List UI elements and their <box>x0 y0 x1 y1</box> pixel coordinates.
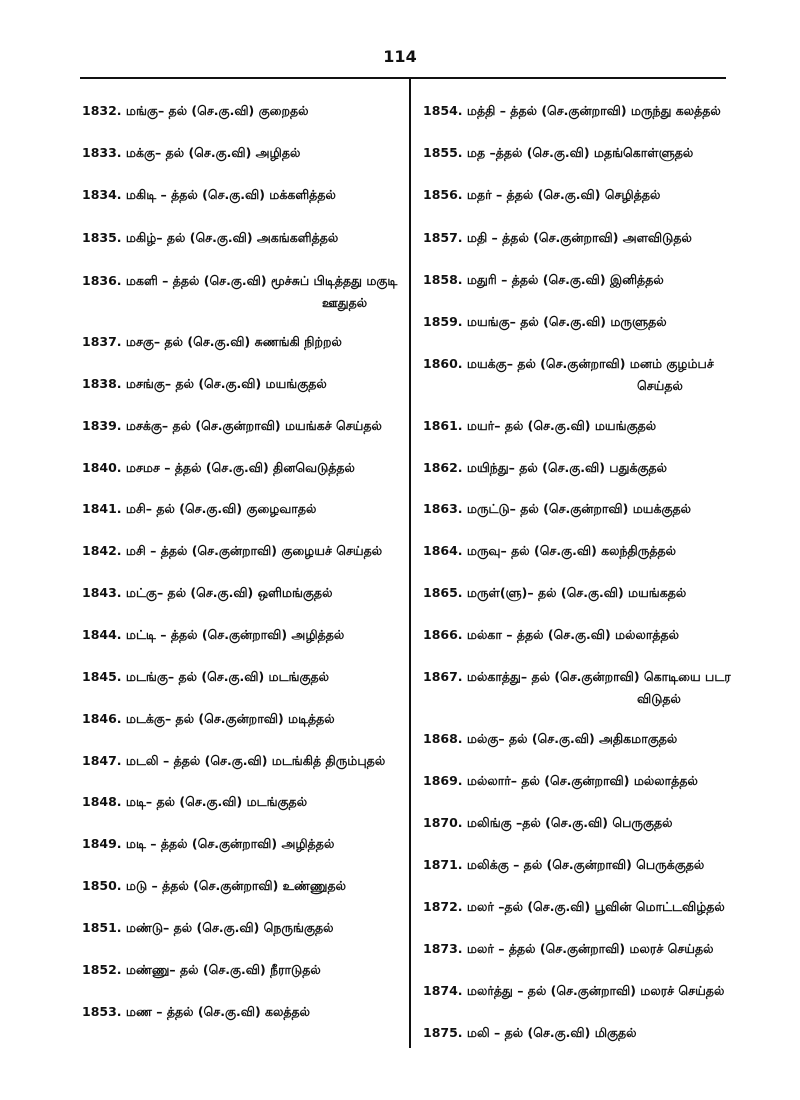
entry-text: மதி – த்தல் (செ.குன்றாவி) அளவிடுதல் <box>466 230 692 245</box>
right-entry <box>423 498 691 519</box>
entry-number: 1855. <box>423 145 463 160</box>
entry-text: மருட்டு– தல் (செ.குன்றாவி) மயக்குதல் <box>466 501 692 516</box>
entry-number: 1866. <box>423 627 463 642</box>
entry-number: 1863. <box>423 501 463 516</box>
column-divider <box>409 78 411 1048</box>
entry-text: மகிடி – த்தல் (செ.கு.வி) மக்களித்தல் <box>125 187 336 202</box>
entry-text: மல்கு– தல் (செ.கு.வி) அதிகமாகுதல் <box>466 731 678 746</box>
entry-text: மண – த்தல் (செ.கு.வி) கலத்தல் <box>125 1004 311 1019</box>
entry-text: மகிழ்– தல் (செ.கு.வி) அகங்களித்தல் <box>125 230 339 245</box>
entry-text: மயங்கு– தல் (செ.கு.வி) மருளுதல் <box>466 314 667 329</box>
right-entry <box>423 457 667 478</box>
left-entry <box>82 270 398 310</box>
entry-text: மலர்த்து – தல் (செ.குன்றாவி) மலரச் செய்தல் <box>466 983 725 998</box>
left-entry <box>82 582 332 603</box>
entry-number: 1835. <box>82 230 122 245</box>
entry-text: மண்ணு– தல் (செ.கு.வி) நீராடுதல் <box>125 962 321 977</box>
entry-number: 1832. <box>82 103 122 118</box>
entry-text: மசி– தல் (செ.கு.வி) குழைவாதல் <box>125 501 317 516</box>
left-entry <box>82 1001 310 1022</box>
right-entry <box>423 1022 637 1043</box>
entry-text: மசங்கு– தல் (செ.கு.வி) மயங்குதல் <box>125 376 327 391</box>
entry-text: மங்கு– தல் (செ.கு.வி) குறைதல் <box>125 103 309 118</box>
entry-number: 1839. <box>82 418 122 433</box>
entry-text: மயக்கு– தல் (செ.குன்றாவி) மனம் குழம்பச் <box>466 356 714 371</box>
entry-number: 1858. <box>423 272 463 287</box>
entry-number: 1870. <box>423 815 463 830</box>
entry-text: மடு – த்தல் (செ.குன்றாவி) உண்ணுதல் <box>125 878 346 893</box>
left-entry <box>82 750 385 771</box>
left-entry <box>82 227 338 248</box>
entry-number: 1873. <box>423 941 463 956</box>
entry-number: 1850. <box>82 878 122 893</box>
entry-text: மட்டி – த்தல் (செ.குன்றாவி) அழித்தல் <box>125 627 345 642</box>
entry-text: மயர்– தல் (செ.கு.வி) மயங்குதல் <box>466 418 657 433</box>
entry-text: மலர் –தல் (செ.கு.வி) பூவின் மொட்டவிழ்தல் <box>466 899 725 914</box>
entry-continuation: ஊதுதல் <box>322 295 368 310</box>
entry-number: 1840. <box>82 460 122 475</box>
entry-number: 1834. <box>82 187 122 202</box>
entry-number: 1845. <box>82 669 122 684</box>
entry-text: மண்டு– தல் (செ.கு.வி) நெருங்குதல் <box>125 920 334 935</box>
entry-number: 1861. <box>423 418 463 433</box>
entry-number: 1857. <box>423 230 463 245</box>
entry-text: மருள்(ளு)– தல் (செ.கு.வி) மயங்கதல் <box>466 585 687 600</box>
entry-text: மல்கா – த்தல் (செ.கு.வி) மல்லாத்தல் <box>466 627 680 642</box>
left-entry <box>82 540 382 561</box>
entry-number: 1872. <box>423 899 463 914</box>
entry-number: 1868. <box>423 731 463 746</box>
entry-number: 1836. <box>82 273 122 288</box>
left-entry <box>82 184 336 205</box>
entry-number: 1860. <box>423 356 463 371</box>
entry-number: 1867. <box>423 669 463 684</box>
right-entry <box>423 896 725 917</box>
entry-text: மசகு– தல் (செ.கு.வி) சுணங்கி நிற்றல் <box>125 334 342 349</box>
entry-number: 1869. <box>423 773 463 788</box>
left-entry <box>82 331 342 352</box>
left-entry <box>82 373 327 394</box>
entry-number: 1833. <box>82 145 122 160</box>
entry-text: மலர் – த்தல் (செ.குன்றாவி) மலரச் செய்தல் <box>466 941 714 956</box>
right-entry <box>423 100 721 121</box>
left-entry <box>82 666 329 687</box>
left-entry <box>82 415 382 436</box>
left-entry <box>82 457 355 478</box>
right-entry <box>423 938 713 959</box>
entry-continuation: செய்தல் <box>637 378 683 393</box>
entry-text: மடங்கு– தல் (செ.கு.வி) மடங்குதல் <box>125 669 330 684</box>
entry-text: மதர் – த்தல் (செ.கு.வி) செழித்தல் <box>466 187 661 202</box>
header-rule <box>80 77 726 79</box>
left-entry <box>82 100 309 121</box>
entry-number: 1849. <box>82 836 122 851</box>
right-entry <box>423 184 660 205</box>
left-entry <box>82 959 321 980</box>
entry-text: மலி – தல் (செ.கு.வி) மிகுதல் <box>466 1025 637 1040</box>
entry-number: 1852. <box>82 962 122 977</box>
entry-text: மடி – த்தல் (செ.குன்றாவி) அழித்தல் <box>125 836 335 851</box>
entry-number: 1864. <box>423 543 463 558</box>
left-entry <box>82 498 316 519</box>
entry-text: மலிங்கு –தல் (செ.கு.வி) பெருகுதல் <box>466 815 673 830</box>
entry-number: 1856. <box>423 187 463 202</box>
right-entry <box>423 540 676 561</box>
entry-number: 1842. <box>82 543 122 558</box>
right-entry <box>423 854 704 875</box>
entry-text: மல்காத்து– தல் (செ.குன்றாவி) கொடியை படர <box>466 669 731 684</box>
entry-text: மசக்கு– தல் (செ.குன்றாவி) மயங்கச் செய்தல் <box>125 418 382 433</box>
right-entry <box>423 311 667 332</box>
page-number: 114 <box>383 47 417 66</box>
entry-number: 1875. <box>423 1025 463 1040</box>
entry-text: மக்கு– தல் (செ.கு.வி) அழிதல் <box>125 145 301 160</box>
right-entry <box>423 227 692 248</box>
entry-text: மத –த்தல் (செ.கு.வி) மதங்கொள்ளுதல் <box>466 145 694 160</box>
left-entry <box>82 791 307 812</box>
entry-number: 1859. <box>423 314 463 329</box>
entry-text: மகளி – த்தல் (செ.கு.வி) மூச்சுப் பிடித்தது மகுடி <box>125 273 398 288</box>
entry-number: 1844. <box>82 627 122 642</box>
right-entry <box>423 582 686 603</box>
entry-text: மருவு– தல் (செ.கு.வி) கலந்திருத்தல் <box>466 543 677 558</box>
left-entry <box>82 875 346 896</box>
entry-number: 1841. <box>82 501 122 516</box>
right-entry <box>423 415 656 436</box>
left-entry <box>82 708 335 729</box>
entry-text: மட்கு– தல் (செ.கு.வி) ஒளிமங்குதல் <box>125 585 333 600</box>
right-entry <box>423 812 673 833</box>
entry-number: 1865. <box>423 585 463 600</box>
entry-text: மசமச – த்தல் (செ.கு.வி) தினவெடுத்தல் <box>125 460 355 475</box>
left-entry <box>82 142 300 163</box>
entry-number: 1854. <box>423 103 463 118</box>
right-entry <box>423 269 664 290</box>
entry-number: 1862. <box>423 460 463 475</box>
right-entry <box>423 770 698 791</box>
entry-text: மசி – த்தல் (செ.குன்றாவி) குழையச் செய்தல் <box>125 543 383 558</box>
entry-number: 1848. <box>82 794 122 809</box>
entry-text: மலிக்கு – தல் (செ.குன்றாவி) பெருக்குதல் <box>466 857 705 872</box>
entry-number: 1871. <box>423 857 463 872</box>
left-entry <box>82 917 334 938</box>
entry-text: மடி– தல் (செ.கு.வி) மடங்குதல் <box>125 794 308 809</box>
right-entry <box>423 142 693 163</box>
entry-text: மல்லார்– தல் (செ.குன்றாவி) மல்லாத்தல் <box>466 773 698 788</box>
entry-number: 1846. <box>82 711 122 726</box>
entry-text: மதுரி – த்தல் (செ.கு.வி) இனித்தல் <box>466 272 664 287</box>
entry-text: மயிந்து– தல் (செ.கு.வி) பதுக்குதல் <box>466 460 667 475</box>
entry-text: மடலி – த்தல் (செ.கு.வி) மடங்கித் திரும்புதல் <box>125 753 386 768</box>
right-entry <box>423 666 731 706</box>
entry-number: 1837. <box>82 334 122 349</box>
entry-number: 1838. <box>82 376 122 391</box>
right-entry <box>423 980 724 1001</box>
entry-number: 1851. <box>82 920 122 935</box>
entry-number: 1853. <box>82 1004 122 1019</box>
entry-number: 1847. <box>82 753 122 768</box>
entry-text: மடக்கு– தல் (செ.குன்றாவி) மடித்தல் <box>125 711 335 726</box>
left-entry <box>82 833 334 854</box>
entry-number: 1874. <box>423 983 463 998</box>
entry-continuation: விடுதல் <box>637 691 681 706</box>
right-entry <box>423 624 679 645</box>
entry-text: மத்தி – த்தல் (செ.குன்றாவி) மருந்து கலத்தல் <box>466 103 721 118</box>
right-entry <box>423 728 677 749</box>
right-entry <box>423 353 714 393</box>
left-entry <box>82 624 344 645</box>
entry-number: 1843. <box>82 585 122 600</box>
